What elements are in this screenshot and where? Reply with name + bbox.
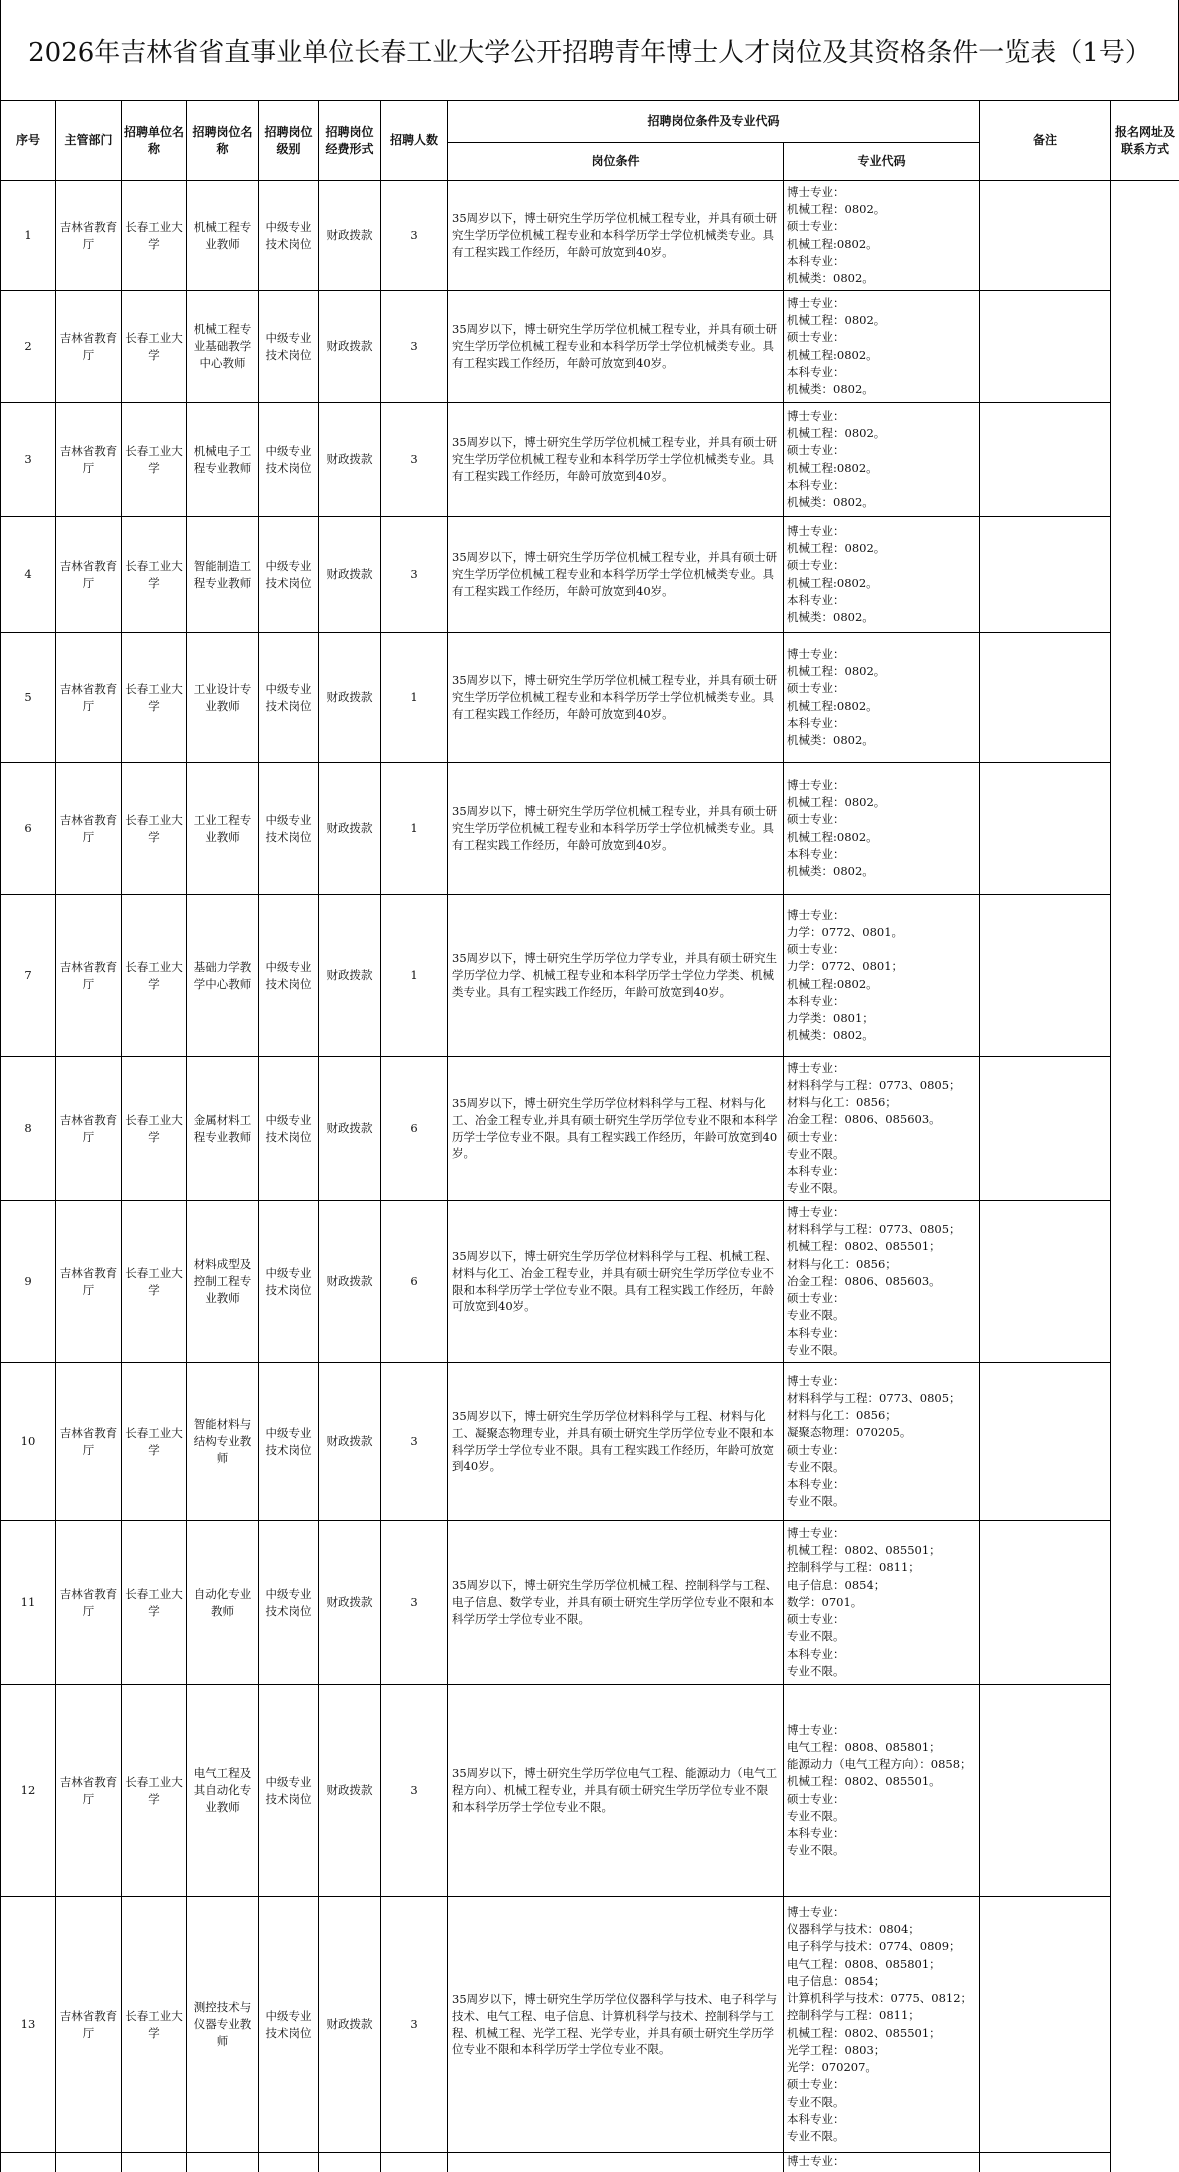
dept-cell: 吉林省教育厅	[56, 1897, 122, 2153]
code-line: 硕士专业：	[787, 812, 845, 827]
code-line: 博士专业：	[787, 184, 845, 199]
codes-cell	[784, 895, 980, 1057]
partial-cell	[448, 2153, 784, 2172]
partial-cell	[56, 2153, 122, 2172]
code-line: 本科专业：	[787, 1325, 845, 1340]
code-line: 硕士专业：	[787, 443, 845, 458]
code-line: 博士专业：	[787, 1525, 845, 1540]
funding-cell: 财政拨款	[319, 1201, 381, 1363]
conditions-cell: 35周岁以下，博士研究生学历学位电气工程、能源动力（电气工程方向）、机械工程专业，并具有硕士研究生学历学位专业不限和本科学历学士学位专业不限。	[448, 1685, 784, 1897]
code-line: 博士专业：	[787, 1060, 845, 1075]
code-line: 硕士专业：	[787, 2077, 845, 2092]
level-cell: 中级专业技术岗位	[259, 1897, 319, 2153]
count-cell: 3	[381, 181, 448, 291]
code-line: 材料科学与工程：0773、0805；	[787, 1222, 961, 1237]
remark-cell	[980, 1897, 1111, 2153]
remark-cell	[980, 1685, 1111, 1897]
code-line: 本科专业：	[787, 1646, 845, 1661]
count-cell: 1	[381, 763, 448, 895]
code-line: 机械工程：0802。	[787, 795, 886, 809]
count-cell: 6	[381, 1057, 448, 1201]
code-line: 机械类：0802。	[787, 495, 874, 509]
code-line: 专业不限。	[787, 1459, 845, 1474]
level-cell: 中级专业技术岗位	[259, 1521, 319, 1685]
dept-cell: 吉林省教育厅	[56, 633, 122, 763]
code-line: 专业不限。	[787, 2129, 845, 2143]
code-line: 专业不限。	[787, 1342, 845, 1357]
position-cell: 材料成型及控制工程专业教师	[187, 1201, 259, 1363]
funding-cell: 财政拨款	[319, 291, 381, 403]
code-line: 冶金工程：0806、085603。	[787, 1273, 941, 1288]
remark-cell	[980, 633, 1111, 763]
code-line: 本科专业：	[787, 477, 845, 492]
code-line: 力学：0772、0801；	[787, 959, 904, 974]
conditions-cell: 35周岁以下，博士研究生学历学位材料科学与工程、材料与化工、冶金工程专业,并具有硕士研究生学历学位专业不限和本科学历学士学位专业不限。具有工程实践工作经历，年龄可放宽到40岁。	[448, 1057, 784, 1201]
code-line: 硕士专业：	[787, 558, 845, 573]
partial-cell	[259, 2153, 319, 2172]
code-line: 力学类：0801；	[787, 1011, 874, 1025]
code-line: 机械工程:0802。	[787, 829, 878, 844]
position-cell: 机械工程专业教师	[187, 181, 259, 291]
dept-cell: 吉林省教育厅	[56, 1363, 122, 1521]
seq-cell: 11	[1, 1521, 56, 1685]
code-line: 机械类：0802。	[787, 864, 874, 878]
code-line: 博士专业：	[787, 907, 845, 922]
funding-cell: 财政拨款	[319, 403, 381, 517]
code-line: 电气工程：0808、085801；	[787, 1956, 941, 1971]
funding-cell: 财政拨款	[319, 1521, 381, 1685]
table-row	[1, 291, 1179, 403]
code-line: 专业不限。	[787, 1494, 845, 1509]
code-line: 光学工程：0803；	[787, 2042, 886, 2057]
count-cell: 1	[381, 895, 448, 1057]
table-row	[1, 1201, 1179, 1363]
code-line: 博士专业：	[787, 777, 845, 792]
seq-cell: 6	[1, 763, 56, 895]
count-cell: 1	[381, 633, 448, 763]
code-line: 博士专业：	[787, 1904, 845, 1919]
code-line: 材料与化工：0856；	[787, 1256, 897, 1271]
code-line: 本科专业：	[787, 1826, 845, 1840]
contact-cell	[1111, 181, 1179, 2172]
unit-cell: 长春工业大学	[122, 1521, 187, 1685]
codes-cell	[784, 1521, 980, 1685]
remark-cell	[980, 763, 1111, 895]
code-line: 专业不限。	[787, 1308, 845, 1323]
count-cell: 3	[381, 1685, 448, 1897]
code-line: 机械工程：0802。	[787, 664, 886, 678]
code-line: 电子科学与技术：0774、0809；	[787, 1939, 961, 1954]
table-row	[1, 1685, 1179, 1897]
code-line: 机械类：0802。	[787, 733, 874, 747]
code-line: 机械类：0802。	[787, 610, 874, 624]
code-line: 博士专业：	[787, 523, 845, 538]
funding-cell: 财政拨款	[319, 1685, 381, 1897]
position-cell: 智能制造工程专业教师	[187, 517, 259, 633]
partial-cell	[122, 2153, 187, 2172]
count-cell: 3	[381, 1363, 448, 1521]
seq-cell: 5	[1, 633, 56, 763]
dept-cell: 吉林省教育厅	[56, 763, 122, 895]
level-cell: 中级专业技术岗位	[259, 181, 319, 291]
position-cell: 测控技术与仪器专业教师	[187, 1897, 259, 2153]
codes-cell	[784, 403, 980, 517]
remark-cell	[980, 181, 1111, 291]
position-cell: 工业工程专业教师	[187, 763, 259, 895]
remark-cell	[980, 1521, 1111, 1685]
partial-cell	[381, 2153, 448, 2172]
code-line: 专业不限。	[787, 2094, 845, 2109]
partial-cell	[1, 2153, 56, 2172]
code-line: 本科专业：	[787, 715, 845, 730]
position-cell: 智能材料与结构专业教师	[187, 1363, 259, 1521]
remark-cell	[980, 1201, 1111, 1363]
code-line: 控制科学与工程：0811；	[787, 2008, 920, 2023]
code-line: 材料科学与工程：0773、0805；	[787, 1390, 961, 1405]
code-line: 凝聚态物理：070205。	[787, 1425, 912, 1440]
funding-cell: 财政拨款	[319, 517, 381, 633]
funding-cell: 财政拨款	[319, 763, 381, 895]
level-cell: 中级专业技术岗位	[259, 633, 319, 763]
funding-cell: 财政拨款	[319, 1363, 381, 1521]
codes-cell	[784, 1057, 980, 1201]
dept-cell: 吉林省教育厅	[56, 181, 122, 291]
code-line: 硕士专业：	[787, 219, 845, 234]
code-line: 本科专业：	[787, 364, 845, 379]
code-line: 博士专业：	[787, 1373, 845, 1388]
dept-cell: 吉林省教育厅	[56, 1057, 122, 1201]
codes-cell	[784, 181, 980, 291]
remark-cell	[980, 403, 1111, 517]
table-row	[1, 763, 1179, 895]
table-row-partial	[1, 2153, 1179, 2172]
table-row	[1, 1521, 1179, 1685]
unit-cell: 长春工业大学	[122, 1363, 187, 1521]
remark-cell	[980, 1363, 1111, 1521]
code-line: 专业不限。	[787, 1843, 845, 1858]
header-conditions: 岗位条件	[448, 143, 784, 181]
code-line: 冶金工程：0806、085603。	[787, 1112, 941, 1127]
dept-cell: 吉林省教育厅	[56, 1685, 122, 1897]
level-cell: 中级专业技术岗位	[259, 1201, 319, 1363]
conditions-cell: 35周岁以下，博士研究生学历学位机械工程专业，并具有硕士研究生学历学位机械工程专业和本科学历学士学位机械类专业。具有工程实践工作经历，年龄可放宽到40岁。	[448, 403, 784, 517]
unit-cell: 长春工业大学	[122, 1201, 187, 1363]
code-line: 材料与化工：0856；	[787, 1095, 897, 1109]
code-line: 硕士专业：	[787, 1442, 845, 1457]
dept-cell: 吉林省教育厅	[56, 1521, 122, 1685]
header-level: 招聘岗位级别	[259, 101, 319, 181]
code-line: 机械工程：0802。	[787, 541, 886, 555]
dept-cell: 吉林省教育厅	[56, 403, 122, 517]
code-line: 本科专业：	[787, 592, 845, 607]
header-unit: 招聘单位名称	[122, 101, 187, 181]
code-line: 机械工程:0802。	[787, 460, 878, 475]
count-cell: 6	[381, 1201, 448, 1363]
code-line: 本科专业：	[787, 993, 845, 1008]
seq-cell: 7	[1, 895, 56, 1057]
remark-cell	[980, 291, 1111, 403]
partial-cell	[187, 2153, 259, 2172]
codes-cell	[784, 1201, 980, 1363]
code-line: 机械工程：0802、085501。	[787, 1774, 941, 1789]
unit-cell: 长春工业大学	[122, 763, 187, 895]
seq-cell: 3	[1, 403, 56, 517]
count-cell: 3	[381, 291, 448, 403]
code-line: 仪器科学与技术：0804；	[787, 1922, 920, 1936]
code-line: 硕士专业：	[787, 1612, 845, 1627]
code-line: 材料与化工：0856；	[787, 1408, 897, 1422]
code-line: 机械工程：0802、085501；	[787, 1543, 941, 1558]
code-line: 博士专业：	[787, 1722, 845, 1737]
code-line: 博士专业：	[787, 1204, 845, 1219]
code-line: 数学：0701。	[787, 1594, 863, 1609]
level-cell: 中级专业技术岗位	[259, 1363, 319, 1521]
code-line: 本科专业：	[787, 253, 845, 268]
conditions-cell: 35周岁以下，博士研究生学历学位仪器科学与技术、电子科学与技术、电气工程、电子信息、计算机科学与技术、控制科学与工程、机械工程、光学工程、光学专业，并具有硕士研究生学历学位专业不限和本科学历学士学位专业不限。	[448, 1897, 784, 2153]
table-row	[1, 1897, 1179, 2153]
codes-cell	[784, 1363, 980, 1521]
code-line: 博士专业：	[787, 646, 845, 661]
conditions-cell: 35周岁以下，博士研究生学历学位机械工程专业，并具有硕士研究生学历学位机械工程专业和本科学历学士学位机械类专业。具有工程实践工作经历，年龄可放宽到40岁。	[448, 517, 784, 633]
code-line: 机械工程：0802、085501；	[787, 2025, 941, 2040]
unit-cell: 长春工业大学	[122, 1057, 187, 1201]
code-line: 专业不限。	[787, 1808, 845, 1823]
count-cell: 3	[381, 1521, 448, 1685]
funding-cell: 财政拨款	[319, 633, 381, 763]
conditions-cell: 35周岁以下，博士研究生学历学位机械工程、控制科学与工程、电子信息、数学专业，并具有硕士研究生学历学位专业不限和本科学历学士学位专业不限。	[448, 1521, 784, 1685]
funding-cell: 财政拨款	[319, 895, 381, 1057]
dept-cell: 吉林省教育厅	[56, 291, 122, 403]
dept-cell: 吉林省教育厅	[56, 517, 122, 633]
count-cell: 3	[381, 517, 448, 633]
seq-cell: 8	[1, 1057, 56, 1201]
level-cell: 中级专业技术岗位	[259, 517, 319, 633]
code-line: 材料科学与工程：0773、0805；	[787, 1077, 961, 1092]
funding-cell: 财政拨款	[319, 1057, 381, 1201]
position-cell: 电气工程及其自动化专业教师	[187, 1685, 259, 1897]
position-cell: 金属材料工程专业教师	[187, 1057, 259, 1201]
remark-cell	[980, 1057, 1111, 1201]
code-line: 光学：070207。	[787, 2060, 877, 2074]
conditions-cell: 35周岁以下，博士研究生学历学位材料科学与工程、材料与化工、凝聚态物理专业，并具有硕士研究生学历学位专业不限和本科学历学士学位专业不限。具有工程实践工作经历，年龄可放宽到40岁。	[448, 1363, 784, 1521]
code-line: 专业不限。	[787, 1663, 845, 1678]
table-row	[1, 403, 1179, 517]
level-cell: 中级专业技术岗位	[259, 403, 319, 517]
position-cell: 工业设计专业教师	[187, 633, 259, 763]
funding-cell: 财政拨款	[319, 181, 381, 291]
position-cell: 基础力学教学中心教师	[187, 895, 259, 1057]
code-line: 力学：0772、0801。	[787, 924, 904, 939]
unit-cell: 长春工业大学	[122, 291, 187, 403]
code-line: 专业不限。	[787, 1629, 845, 1644]
code-line: 硕士专业：	[787, 1791, 845, 1806]
level-cell: 中级专业技术岗位	[259, 895, 319, 1057]
unit-cell: 长春工业大学	[122, 1897, 187, 2153]
unit-cell: 长春工业大学	[122, 633, 187, 763]
code-line: 专业不限。	[787, 1146, 845, 1161]
position-cell: 机械电子工程专业教师	[187, 403, 259, 517]
codes-cell	[784, 1685, 980, 1897]
code-line: 硕士专业：	[787, 1291, 845, 1306]
seq-cell: 13	[1, 1897, 56, 2153]
table-row	[1, 1057, 1179, 1201]
codes-cell	[784, 517, 980, 633]
conditions-cell: 35周岁以下，博士研究生学历学位机械工程专业，并具有硕士研究生学历学位机械工程专业和本科学历学士学位机械类专业。具有工程实践工作经历，年龄可放宽到40岁。	[448, 633, 784, 763]
code-line: 控制科学与工程：0811；	[787, 1560, 920, 1575]
code-line: 机械工程：0802。	[787, 313, 886, 327]
count-cell: 3	[381, 1897, 448, 2153]
header-remark: 备注	[980, 101, 1111, 181]
code-line: 博士专业：	[787, 408, 845, 423]
code-line: 机械类：0802。	[787, 382, 874, 396]
codes-cell	[784, 633, 980, 763]
header-conditions-group: 招聘岗位条件及专业代码	[448, 101, 980, 143]
code-line: 本科专业：	[787, 846, 845, 861]
unit-cell: 长春工业大学	[122, 1685, 187, 1897]
code-line: 硕士专业：	[787, 330, 845, 345]
code-line: 计算机科学与技术：0775、0812；	[787, 1991, 973, 2005]
header-count: 招聘人数	[381, 101, 448, 181]
code-line: 硕士专业：	[787, 1129, 845, 1144]
code-line: 机械工程：0802。	[787, 426, 886, 440]
code-line: 电子信息：0854；	[787, 1577, 886, 1592]
code-line: 专业不限。	[787, 1181, 845, 1196]
code-line: 本科专业：	[787, 1164, 845, 1178]
codes-cell	[784, 291, 980, 403]
table-row	[1, 181, 1179, 291]
unit-cell: 长春工业大学	[122, 517, 187, 633]
code-line: 机械工程:0802。	[787, 575, 878, 590]
unit-cell: 长春工业大学	[122, 895, 187, 1057]
conditions-cell: 35周岁以下，博士研究生学历学位材料科学与工程、机械工程、材料与化工、冶金工程专业，并具有硕士研究生学历学位专业不限和本科学历学士学位专业不限。具有工程实践工作经历，年龄可放宽到40岁。	[448, 1201, 784, 1363]
unit-cell: 长春工业大学	[122, 403, 187, 517]
unit-cell: 长春工业大学	[122, 181, 187, 291]
seq-cell: 4	[1, 517, 56, 633]
code-line: 硕士专业：	[787, 942, 845, 956]
header-codes: 专业代码	[784, 143, 980, 181]
code-line: 机械工程:0802。	[787, 976, 878, 991]
level-cell: 中级专业技术岗位	[259, 1057, 319, 1201]
code-line: 能源动力（电气工程方向）：0858；	[787, 1757, 972, 1771]
code-line: 机械工程:0802。	[787, 347, 878, 362]
count-cell: 3	[381, 403, 448, 517]
code-line: 电子信息：0854；	[787, 1973, 886, 1988]
seq-cell: 12	[1, 1685, 56, 1897]
code-line: 机械工程：0802。	[787, 202, 886, 216]
page-title: 2026年吉林省省直事业单位长春工业大学公开招聘青年博士人才岗位及其资格条件一览表（1号）	[0, 0, 1179, 100]
level-cell: 中级专业技术岗位	[259, 1685, 319, 1897]
code-line: 博士专业：	[787, 295, 845, 310]
position-cell: 自动化专业教师	[187, 1521, 259, 1685]
code-line: 机械工程:0802。	[787, 698, 878, 713]
level-cell: 中级专业技术岗位	[259, 763, 319, 895]
funding-cell: 财政拨款	[319, 1897, 381, 2153]
remark-cell	[980, 2153, 1111, 2172]
recruitment-table	[0, 100, 1179, 2172]
table-row	[1, 517, 1179, 633]
remark-cell	[980, 517, 1111, 633]
codes-cell	[784, 1897, 980, 2153]
code-line: 本科专业：	[787, 1477, 845, 1491]
level-cell: 中级专业技术岗位	[259, 291, 319, 403]
code-line: 博士专业：	[787, 2154, 845, 2168]
code-line: 机械工程:0802。	[787, 236, 878, 251]
code-line: 硕士专业：	[787, 681, 845, 696]
header-dept: 主管部门	[56, 101, 122, 181]
seq-cell: 1	[1, 181, 56, 291]
code-line: 电气工程：0808、085801；	[787, 1739, 941, 1754]
conditions-cell: 35周岁以下，博士研究生学历学位力学专业，并具有硕士研究生学历学位力学、机械工程专业和本科学历学士学位力学类、机械类专业。具有工程实践工作经历，年龄可放宽到40岁。	[448, 895, 784, 1057]
dept-cell: 吉林省教育厅	[56, 895, 122, 1057]
table-row	[1, 633, 1179, 763]
seq-cell: 10	[1, 1363, 56, 1521]
remark-cell	[980, 895, 1111, 1057]
conditions-cell: 35周岁以下，博士研究生学历学位机械工程专业，并具有硕士研究生学历学位机械工程专业和本科学历学士学位机械类专业。具有工程实践工作经历，年龄可放宽到40岁。	[448, 291, 784, 403]
header-contact: 报名网址及联系方式	[1111, 101, 1179, 181]
codes-cell	[784, 763, 980, 895]
position-cell: 机械工程专业基础教学中心教师	[187, 291, 259, 403]
code-line: 机械类：0802。	[787, 271, 874, 285]
table-row	[1, 1363, 1179, 1521]
header-position: 招聘岗位名称	[187, 101, 259, 181]
header-funding: 招聘岗位经费形式	[319, 101, 381, 181]
partial-cell	[319, 2153, 381, 2172]
seq-cell: 9	[1, 1201, 56, 1363]
table-row	[1, 895, 1179, 1057]
conditions-cell: 35周岁以下，博士研究生学历学位机械工程专业，并具有硕士研究生学历学位机械工程专业和本科学历学士学位机械类专业。具有工程实践工作经历，年龄可放宽到40岁。	[448, 763, 784, 895]
conditions-cell: 35周岁以下，博士研究生学历学位机械工程专业，并具有硕士研究生学历学位机械工程专业和本科学历学士学位机械类专业。具有工程实践工作经历，年龄可放宽到40岁。	[448, 181, 784, 291]
header-seq: 序号	[1, 101, 56, 181]
code-line: 机械类：0802。	[787, 1028, 874, 1043]
codes-cell	[784, 2153, 980, 2172]
seq-cell: 2	[1, 291, 56, 403]
dept-cell: 吉林省教育厅	[56, 1201, 122, 1363]
code-line: 机械工程：0802、085501；	[787, 1239, 941, 1254]
code-line: 本科专业：	[787, 2111, 845, 2126]
